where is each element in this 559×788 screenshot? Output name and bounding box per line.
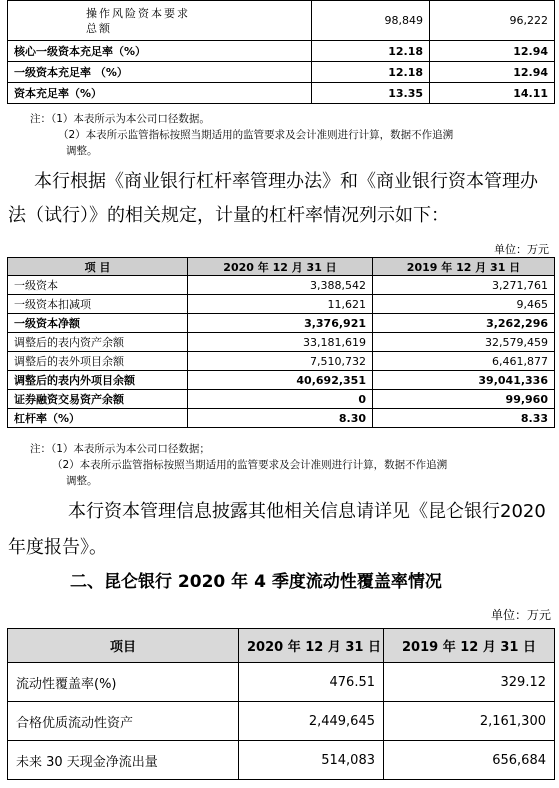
- table-row: [8, 702, 555, 741]
- table-row: [8, 371, 555, 390]
- value-2019: 8.33: [373, 409, 555, 428]
- value-2019: 2,161,300: [384, 702, 555, 741]
- note-2-line-1: 注：（1）本表所示为本公司口径数据；: [30, 443, 210, 455]
- row-label: 调整后的表内外项目余额: [8, 371, 188, 390]
- row-label: 核心一级资本充足率（%）: [8, 41, 312, 62]
- row-label: 一级资本: [8, 276, 188, 295]
- value-2020: 40,692,351: [188, 371, 373, 390]
- row-label: [8, 1, 312, 41]
- table-row: [8, 41, 555, 62]
- value-2019: 3,271,761: [373, 276, 555, 295]
- value-2020: 33,181,619: [188, 333, 373, 352]
- table-row: [8, 1, 555, 41]
- header-2019: 2019 年 12 月 31 日: [373, 258, 555, 276]
- table-row: [8, 663, 555, 702]
- value-2020: 12.18: [312, 41, 430, 62]
- value-2020: 3,388,542: [188, 276, 373, 295]
- lcr-header-2020: 2020 年 12 月 31 日: [239, 629, 384, 663]
- value-2019: 3,262,296: [373, 314, 555, 333]
- value-2019: 656,684: [384, 741, 555, 780]
- unit-label-1: 单位：万元: [494, 243, 549, 256]
- note-1-line-1: 注：（1）本表所示为本公司口径数据。: [30, 113, 210, 125]
- row-label: 一级资本净额: [8, 314, 188, 333]
- value-2019: 14.11: [430, 83, 555, 104]
- value-2019: 32,579,459: [373, 333, 555, 352]
- table-row: [8, 314, 555, 333]
- row-label: 调整后的表外项目余额: [8, 352, 188, 371]
- table-row: [8, 333, 555, 352]
- value-2019: 12.94: [430, 41, 555, 62]
- value-2020: 3,376,921: [188, 314, 373, 333]
- value-2019: 39,041,336: [373, 371, 555, 390]
- value-2019: 329.12: [384, 663, 555, 702]
- value-2019: 12.94: [430, 62, 555, 83]
- table-row: [8, 83, 555, 104]
- row-label: 合格优质流动性资产: [8, 702, 239, 741]
- note-1-line-2: （2）本表所示监管指标按照当期适用的监管要求及会计准则进行计算，数据不作追溯: [58, 129, 454, 141]
- row-label: 一级资本扣减项: [8, 295, 188, 314]
- value-2020: 11,621: [188, 295, 373, 314]
- row-label: 资本充足率（%）: [8, 83, 312, 104]
- value-2020: 514,083: [239, 741, 384, 780]
- value-2020: 7,510,732: [188, 352, 373, 371]
- lcr-header-item: 项目: [8, 629, 239, 663]
- liquidity-coverage-table: [7, 628, 555, 780]
- value-2020: 476.51: [239, 663, 384, 702]
- note-1-line-3: 调整。: [66, 145, 98, 157]
- table-row: [8, 409, 555, 428]
- disclosure-paragraph: 本行资本管理信息披露其他相关信息请详见《昆仑银行2020 年度报告》。: [8, 501, 546, 558]
- capital-adequacy-table: [7, 0, 555, 104]
- table-row: [8, 352, 555, 371]
- row-label-text: 操作风险资本要求总额: [86, 6, 190, 35]
- value-2020: 8.30: [188, 409, 373, 428]
- value-2020: 98,849: [312, 1, 430, 41]
- value-2019: 99,960: [373, 390, 555, 409]
- row-label: 未来 30 天现金净流出量: [8, 741, 239, 780]
- table-row: [8, 390, 555, 409]
- note-2-line-2: （2）本表所示监管指标按照当期适用的监管要求及会计准则进行计算，数据不作追溯: [52, 459, 448, 471]
- leverage-ratio-table: [7, 257, 555, 428]
- value-2019: 96,222: [430, 1, 555, 41]
- value-2019: 9,465: [373, 295, 555, 314]
- note-2: [30, 441, 447, 489]
- row-label: 流动性覆盖率(%): [8, 663, 239, 702]
- note-1: [30, 111, 453, 159]
- row-label: 杠杆率（%）: [8, 409, 188, 428]
- unit-label-2: 单位：万元: [490, 608, 551, 622]
- row-label: 证券融资交易资产余额: [8, 390, 188, 409]
- value-2020: 12.18: [312, 62, 430, 83]
- header-2020: 2020 年 12 月 31 日: [188, 258, 373, 276]
- note-2-line-3: 调整。: [66, 475, 98, 487]
- value-2020: 2,449,645: [239, 702, 384, 741]
- leverage-intro-paragraph: 本行根据《商业银行杠杆率管理办法》和《商业银行资本管理办法（试行）》的相关规定，计量的杠杆率情况列示如下：: [8, 171, 538, 226]
- table-row: [8, 62, 555, 83]
- row-label: 调整后的表内资产余额: [8, 333, 188, 352]
- table-row: [8, 276, 555, 295]
- value-2019: 6,461,877: [373, 352, 555, 371]
- lcr-header-2019: 2019 年 12 月 31 日: [384, 629, 555, 663]
- table-row: [8, 741, 555, 780]
- table-row: [8, 295, 555, 314]
- header-item: 项 目: [8, 258, 188, 276]
- value-2020: 0: [188, 390, 373, 409]
- row-label: 一级资本充足率 （%）: [8, 62, 312, 83]
- value-2020: 13.35: [312, 83, 430, 104]
- section-title: 二、昆仑银行 2020 年 4 季度流动性覆盖率情况: [70, 572, 442, 592]
